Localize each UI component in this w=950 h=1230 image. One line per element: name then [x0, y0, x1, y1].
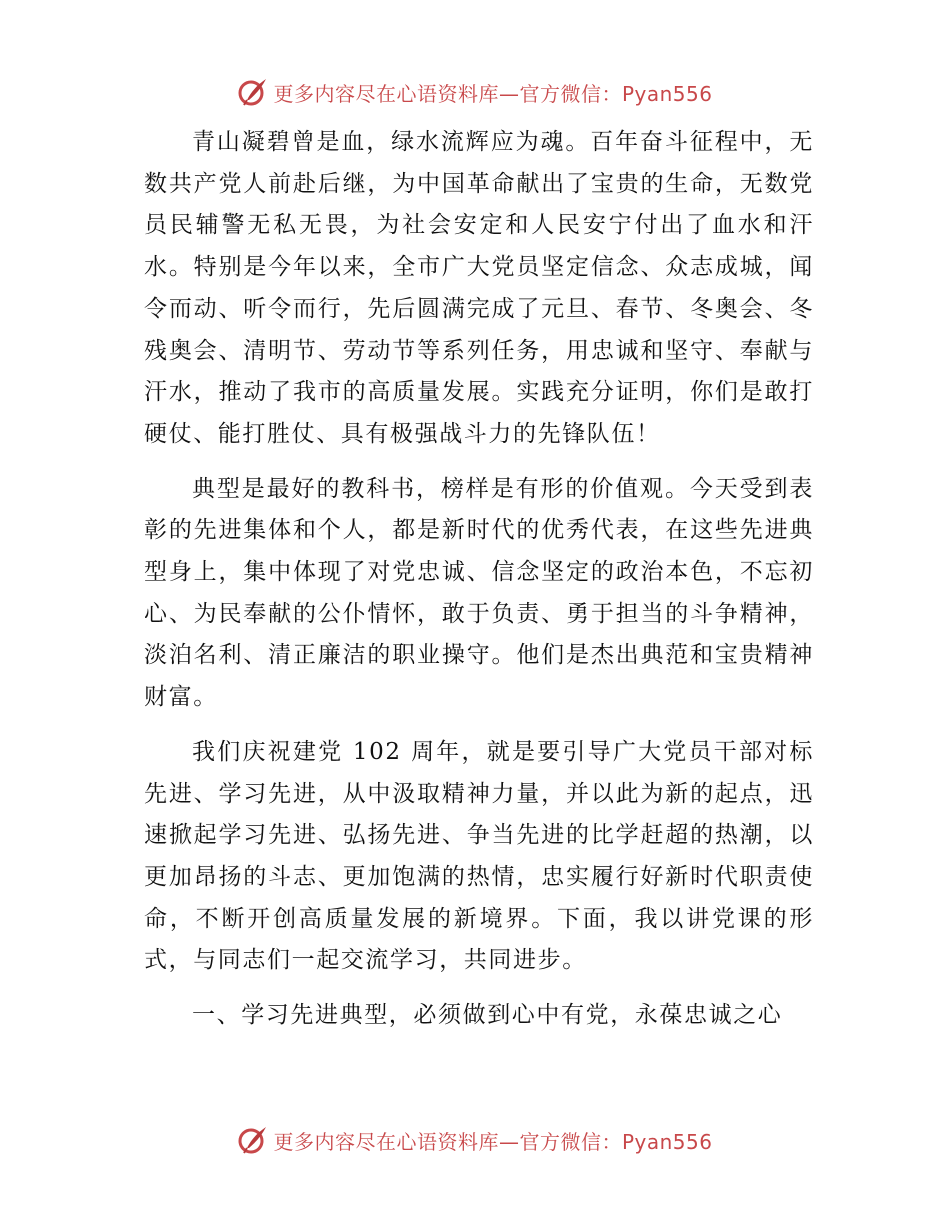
paragraph-3: 我们庆祝建党 102 周年，就是要引导广大党员干部对标先进、学习先进，从中汲取精神力量，并以此为新的起点，迅速掀起学习先进、弘扬先进、争当先进的比学赶超的热潮，以更加昂扬的斗志、更加饱满的热情，忠实履行好新时代职责使命，不断开创高质量发展的新境界。下面，我以讲党课的形式，与同志们一起交流学习，共同进步。 — [144, 738, 814, 974]
footer-banner — [0, 1120, 950, 1160]
paragraph-1: 青山凝碧曾是血，绿水流辉应为魂。百年奋斗征程中，无数共产党人前赴后继，为中国革命献出了宝贵的生命，无数党员民辅警无私无畏，为社会安定和人民安宁付出了血水和汗水。特别是今年以来，全市广大党员坚定信念、众志成城，闻令而动、听令而行，先后圆满完成了元旦、春节、冬奥会、冬残奥会、清明节、劳动节等系列任务，用忠诚和坚守、奉献与汗水，推动了我市的高质量发展。实践充分证明，你们是敢打硬仗、能打胜仗、具有极强战斗力的先锋队伍！ — [144, 129, 814, 447]
document-body — [144, 122, 814, 1037]
header-banner — [0, 72, 950, 112]
header-banner-text: 更多内容尽在心语资料库—官方微信：Pyan556 — [273, 81, 713, 106]
paragraph-2: 典型是最好的教科书，榜样是有形的价值观。今天受到表彰的先进集体和个人，都是新时代的优秀代表，在这些先进典型身上，集中体现了对党忠诚、信念坚定的政治本色，不忘初心、为民奉献的公仆情怀，敢于负责、勇于担当的斗争精神，淡泊名利、清正廉洁的职业操守。他们是杰出典范和宝贵精神财富。 — [144, 475, 814, 711]
feather-pen-icon — [237, 1124, 269, 1156]
footer-banner-text: 更多内容尽在心语资料库—官方微信：Pyan556 — [273, 1129, 713, 1154]
feather-pen-icon — [237, 76, 269, 108]
section-heading: 一、学习先进典型，必须做到心中有党，永葆忠诚之心 — [192, 1002, 783, 1029]
